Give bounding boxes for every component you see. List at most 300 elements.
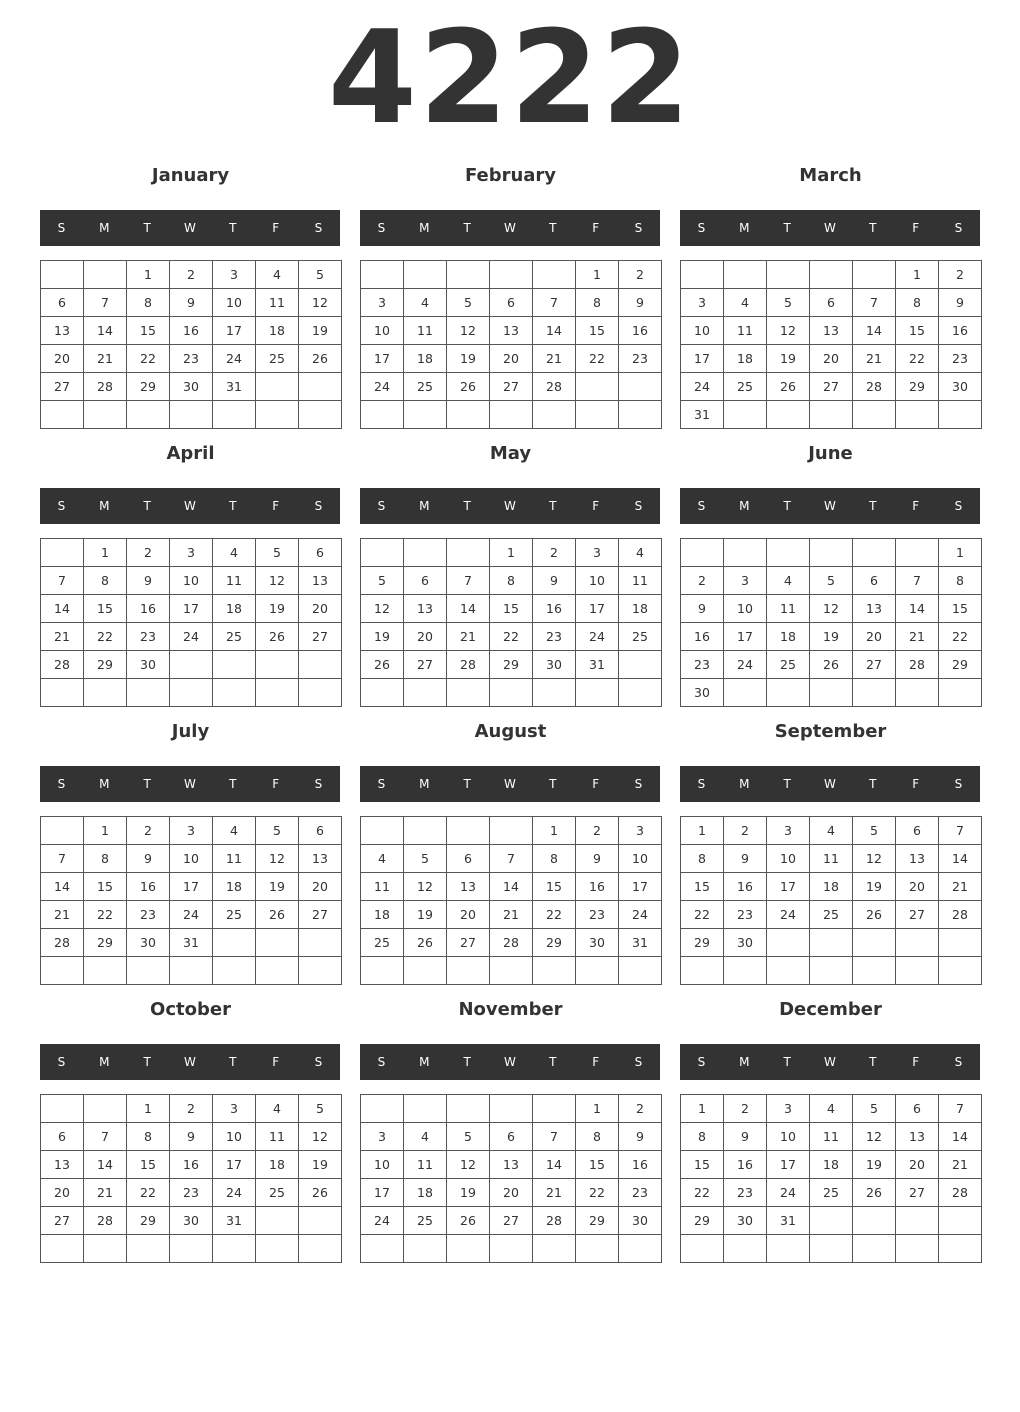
- weekday-header-bar: [40, 766, 340, 802]
- day-cell: 11: [404, 317, 447, 345]
- weekday-header: T: [783, 499, 791, 513]
- week-row: [41, 651, 342, 679]
- day-cell: 28: [533, 1207, 576, 1235]
- day-cell: 10: [767, 845, 810, 873]
- day-cell: 25: [619, 623, 662, 651]
- day-cell: 21: [41, 901, 84, 929]
- day-cell: 19: [404, 901, 447, 929]
- day-cell: 12: [299, 289, 342, 317]
- week-row: [361, 261, 662, 289]
- week-row: [681, 1151, 982, 1179]
- empty-day-cell: [213, 401, 256, 429]
- day-cell: 23: [681, 651, 724, 679]
- day-cell: 5: [767, 289, 810, 317]
- day-cell: 16: [681, 623, 724, 651]
- day-cell: 3: [767, 1095, 810, 1123]
- day-cell: 12: [256, 567, 299, 595]
- week-row: [361, 289, 662, 317]
- day-cell: 3: [213, 261, 256, 289]
- empty-day-cell: [361, 1095, 404, 1123]
- day-cell: 9: [533, 567, 576, 595]
- day-cell: 1: [681, 1095, 724, 1123]
- day-cell: 2: [127, 539, 170, 567]
- empty-day-cell: [256, 929, 299, 957]
- day-cell: 18: [810, 873, 853, 901]
- day-cell: 5: [404, 845, 447, 873]
- week-row: [681, 623, 982, 651]
- day-cell: 21: [939, 1151, 982, 1179]
- weekday-header: T: [783, 1055, 791, 1069]
- empty-day-cell: [533, 1095, 576, 1123]
- empty-day-cell: [853, 401, 896, 429]
- week-row: [681, 873, 982, 901]
- day-cell: 20: [41, 1179, 84, 1207]
- day-cell: 29: [576, 1207, 619, 1235]
- day-cell: 4: [619, 539, 662, 567]
- day-cell: 27: [810, 373, 853, 401]
- day-cell: 31: [213, 373, 256, 401]
- day-cell: 3: [619, 817, 662, 845]
- day-cell: 3: [170, 539, 213, 567]
- day-cell: 18: [213, 595, 256, 623]
- weekday-header: S: [954, 499, 963, 513]
- day-cell: 26: [767, 373, 810, 401]
- month-name: November: [458, 999, 563, 1020]
- day-cell: 10: [361, 317, 404, 345]
- empty-day-cell: [533, 957, 576, 985]
- day-cell: 27: [896, 1179, 939, 1207]
- day-cell: 15: [84, 595, 127, 623]
- weekday-header: S: [634, 221, 643, 235]
- week-row: [41, 401, 342, 429]
- day-cell: 10: [724, 595, 767, 623]
- weekday-header-bar: [680, 210, 980, 246]
- day-cell: 5: [853, 1095, 896, 1123]
- empty-day-cell: [619, 401, 662, 429]
- weekday-header: M: [99, 777, 110, 791]
- day-cell: 17: [619, 873, 662, 901]
- weekday-header: S: [634, 777, 643, 791]
- week-row: [681, 261, 982, 289]
- day-cell: 19: [767, 345, 810, 373]
- empty-day-cell: [299, 373, 342, 401]
- empty-day-cell: [576, 679, 619, 707]
- week-row: [41, 345, 342, 373]
- week-row: [361, 401, 662, 429]
- weekday-header-bar: [40, 488, 340, 524]
- day-cell: 20: [404, 623, 447, 651]
- week-row: [361, 901, 662, 929]
- day-cell: 13: [299, 567, 342, 595]
- weekday-header: S: [954, 221, 963, 235]
- weekday-header: F: [912, 221, 920, 235]
- day-cell: 15: [681, 1151, 724, 1179]
- day-cell: 2: [576, 817, 619, 845]
- weekday-header: T: [549, 221, 557, 235]
- day-cell: 9: [170, 289, 213, 317]
- week-row: [41, 261, 342, 289]
- empty-day-cell: [533, 261, 576, 289]
- day-grid: [40, 260, 342, 429]
- day-cell: 14: [84, 317, 127, 345]
- week-row: [681, 539, 982, 567]
- day-cell: 27: [896, 901, 939, 929]
- weekday-header: T: [783, 221, 791, 235]
- weekday-header: T: [143, 777, 151, 791]
- week-row: [681, 401, 982, 429]
- day-cell: 30: [724, 929, 767, 957]
- day-cell: 28: [84, 1207, 127, 1235]
- day-cell: 4: [256, 261, 299, 289]
- day-cell: 7: [41, 845, 84, 873]
- week-row: [361, 1207, 662, 1235]
- day-grid: [360, 538, 662, 707]
- day-cell: 17: [170, 595, 213, 623]
- day-cell: 16: [576, 873, 619, 901]
- weekday-header: M: [739, 1055, 750, 1069]
- day-cell: 30: [939, 373, 982, 401]
- day-cell: 22: [896, 345, 939, 373]
- day-cell: 12: [361, 595, 404, 623]
- day-cell: 15: [127, 1151, 170, 1179]
- day-cell: 18: [256, 1151, 299, 1179]
- empty-day-cell: [533, 679, 576, 707]
- day-cell: 29: [127, 373, 170, 401]
- day-cell: 29: [896, 373, 939, 401]
- empty-day-cell: [767, 401, 810, 429]
- empty-day-cell: [619, 373, 662, 401]
- day-cell: 5: [447, 1123, 490, 1151]
- week-row: [361, 1179, 662, 1207]
- empty-day-cell: [490, 1095, 533, 1123]
- month-name: June: [808, 443, 853, 464]
- day-cell: 7: [853, 289, 896, 317]
- day-cell: 23: [576, 901, 619, 929]
- day-cell: 14: [533, 1151, 576, 1179]
- day-cell: 11: [361, 873, 404, 901]
- day-cell: 2: [619, 1095, 662, 1123]
- day-cell: 25: [404, 373, 447, 401]
- day-cell: 19: [853, 1151, 896, 1179]
- empty-day-cell: [404, 261, 447, 289]
- day-cell: 24: [170, 623, 213, 651]
- empty-day-cell: [41, 401, 84, 429]
- day-cell: 14: [939, 1123, 982, 1151]
- day-cell: 9: [724, 845, 767, 873]
- day-cell: 21: [533, 345, 576, 373]
- week-row: [41, 873, 342, 901]
- week-row: [681, 929, 982, 957]
- day-cell: 3: [361, 289, 404, 317]
- day-cell: 20: [896, 873, 939, 901]
- day-cell: 30: [576, 929, 619, 957]
- day-cell: 18: [724, 345, 767, 373]
- week-row: [681, 845, 982, 873]
- empty-day-cell: [810, 679, 853, 707]
- week-row: [361, 845, 662, 873]
- empty-day-cell: [256, 1207, 299, 1235]
- day-cell: 3: [767, 817, 810, 845]
- day-cell: 24: [213, 1179, 256, 1207]
- empty-day-cell: [724, 401, 767, 429]
- day-cell: 2: [939, 261, 982, 289]
- day-cell: 25: [213, 623, 256, 651]
- empty-day-cell: [404, 679, 447, 707]
- empty-day-cell: [213, 651, 256, 679]
- day-cell: 22: [84, 623, 127, 651]
- empty-day-cell: [404, 1235, 447, 1263]
- day-cell: 2: [170, 1095, 213, 1123]
- empty-day-cell: [299, 651, 342, 679]
- weekday-header: S: [57, 499, 66, 513]
- day-cell: 30: [170, 1207, 213, 1235]
- weekday-header: M: [419, 777, 430, 791]
- week-row: [41, 817, 342, 845]
- day-cell: 20: [810, 345, 853, 373]
- empty-day-cell: [853, 1235, 896, 1263]
- day-cell: 21: [41, 623, 84, 651]
- day-cell: 21: [84, 345, 127, 373]
- day-cell: 12: [447, 1151, 490, 1179]
- day-cell: 16: [127, 873, 170, 901]
- week-row: [361, 567, 662, 595]
- day-cell: 9: [681, 595, 724, 623]
- day-cell: 7: [447, 567, 490, 595]
- empty-day-cell: [810, 1207, 853, 1235]
- empty-day-cell: [490, 817, 533, 845]
- day-cell: 12: [853, 845, 896, 873]
- day-cell: 3: [576, 539, 619, 567]
- day-cell: 30: [170, 373, 213, 401]
- week-row: [681, 901, 982, 929]
- week-row: [361, 651, 662, 679]
- day-cell: 20: [490, 345, 533, 373]
- day-cell: 4: [810, 817, 853, 845]
- day-cell: 21: [939, 873, 982, 901]
- month-name: March: [799, 165, 862, 186]
- day-cell: 30: [724, 1207, 767, 1235]
- day-cell: 27: [299, 901, 342, 929]
- empty-day-cell: [127, 957, 170, 985]
- empty-day-cell: [490, 261, 533, 289]
- day-cell: 19: [299, 1151, 342, 1179]
- day-cell: 26: [853, 1179, 896, 1207]
- week-row: [681, 567, 982, 595]
- day-cell: 1: [681, 817, 724, 845]
- week-row: [41, 1123, 342, 1151]
- day-cell: 26: [256, 623, 299, 651]
- day-cell: 14: [896, 595, 939, 623]
- day-cell: 10: [619, 845, 662, 873]
- day-cell: 26: [299, 345, 342, 373]
- weekday-header-bar: [360, 488, 660, 524]
- week-row: [681, 1207, 982, 1235]
- day-cell: 13: [896, 1123, 939, 1151]
- day-cell: 26: [256, 901, 299, 929]
- day-cell: 9: [127, 567, 170, 595]
- day-cell: 7: [490, 845, 533, 873]
- week-row: [361, 595, 662, 623]
- empty-day-cell: [41, 817, 84, 845]
- month-name: August: [474, 721, 547, 742]
- weekday-header: W: [824, 499, 836, 513]
- day-cell: 23: [619, 345, 662, 373]
- day-cell: 6: [490, 289, 533, 317]
- empty-day-cell: [810, 957, 853, 985]
- weekday-header: S: [377, 221, 386, 235]
- week-row: [41, 679, 342, 707]
- empty-day-cell: [767, 679, 810, 707]
- day-cell: 22: [681, 901, 724, 929]
- empty-day-cell: [490, 1235, 533, 1263]
- day-cell: 2: [724, 817, 767, 845]
- empty-day-cell: [361, 401, 404, 429]
- day-cell: 1: [127, 1095, 170, 1123]
- week-row: [681, 1095, 982, 1123]
- weekday-header: T: [549, 777, 557, 791]
- day-cell: 8: [896, 289, 939, 317]
- day-cell: 24: [361, 1207, 404, 1235]
- week-row: [41, 289, 342, 317]
- empty-day-cell: [404, 401, 447, 429]
- empty-day-cell: [447, 539, 490, 567]
- day-cell: 13: [41, 317, 84, 345]
- day-cell: 28: [939, 901, 982, 929]
- day-cell: 22: [490, 623, 533, 651]
- empty-day-cell: [299, 401, 342, 429]
- day-cell: 26: [361, 651, 404, 679]
- day-cell: 27: [490, 1207, 533, 1235]
- day-cell: 13: [490, 317, 533, 345]
- day-cell: 15: [127, 317, 170, 345]
- empty-day-cell: [681, 957, 724, 985]
- empty-day-cell: [939, 679, 982, 707]
- day-cell: 13: [299, 845, 342, 873]
- week-row: [681, 317, 982, 345]
- day-cell: 31: [213, 1207, 256, 1235]
- day-cell: 17: [170, 873, 213, 901]
- empty-day-cell: [939, 401, 982, 429]
- week-row: [681, 345, 982, 373]
- empty-day-cell: [41, 679, 84, 707]
- weekday-header-bar: [360, 210, 660, 246]
- weekday-header: S: [57, 221, 66, 235]
- day-cell: 3: [681, 289, 724, 317]
- weekday-header: T: [463, 499, 471, 513]
- empty-day-cell: [213, 929, 256, 957]
- day-cell: 13: [853, 595, 896, 623]
- weekday-header: F: [592, 221, 600, 235]
- weekday-header: S: [377, 499, 386, 513]
- empty-day-cell: [299, 1207, 342, 1235]
- weekday-header: S: [634, 499, 643, 513]
- day-cell: 24: [681, 373, 724, 401]
- day-cell: 18: [213, 873, 256, 901]
- day-cell: 27: [41, 1207, 84, 1235]
- empty-day-cell: [853, 679, 896, 707]
- weekday-header-bar: [40, 1044, 340, 1080]
- empty-day-cell: [299, 679, 342, 707]
- day-cell: 23: [619, 1179, 662, 1207]
- day-cell: 29: [127, 1207, 170, 1235]
- day-cell: 23: [170, 345, 213, 373]
- empty-day-cell: [896, 401, 939, 429]
- empty-day-cell: [724, 679, 767, 707]
- day-grid: [360, 816, 662, 985]
- empty-day-cell: [896, 1235, 939, 1263]
- day-cell: 31: [681, 401, 724, 429]
- weekday-header: M: [99, 221, 110, 235]
- weekday-header: M: [419, 499, 430, 513]
- day-cell: 23: [724, 1179, 767, 1207]
- weekday-header: S: [57, 777, 66, 791]
- month-name: September: [774, 721, 887, 742]
- weekday-header: T: [549, 1055, 557, 1069]
- day-cell: 27: [404, 651, 447, 679]
- day-cell: 25: [256, 345, 299, 373]
- weekday-header-bar: [680, 488, 980, 524]
- day-cell: 21: [490, 901, 533, 929]
- day-cell: 7: [84, 1123, 127, 1151]
- day-cell: 25: [810, 1179, 853, 1207]
- day-cell: 17: [681, 345, 724, 373]
- empty-day-cell: [447, 679, 490, 707]
- week-row: [361, 957, 662, 985]
- day-cell: 1: [84, 817, 127, 845]
- weekday-header: T: [143, 499, 151, 513]
- day-cell: 7: [896, 567, 939, 595]
- day-cell: 1: [84, 539, 127, 567]
- weekday-header: T: [869, 777, 877, 791]
- day-cell: 24: [767, 901, 810, 929]
- day-cell: 26: [447, 373, 490, 401]
- day-cell: 1: [576, 261, 619, 289]
- week-row: [361, 345, 662, 373]
- empty-day-cell: [361, 1235, 404, 1263]
- day-cell: 3: [213, 1095, 256, 1123]
- day-cell: 8: [576, 1123, 619, 1151]
- empty-day-cell: [447, 957, 490, 985]
- year-title: 4222: [327, 4, 693, 153]
- day-cell: 24: [619, 901, 662, 929]
- month-name: February: [464, 165, 557, 186]
- day-cell: 28: [84, 373, 127, 401]
- day-cell: 15: [896, 317, 939, 345]
- day-cell: 14: [447, 595, 490, 623]
- day-cell: 30: [127, 651, 170, 679]
- day-cell: 15: [939, 595, 982, 623]
- day-cell: 17: [576, 595, 619, 623]
- empty-day-cell: [681, 1235, 724, 1263]
- week-row: [361, 1151, 662, 1179]
- day-cell: 14: [853, 317, 896, 345]
- day-cell: 19: [853, 873, 896, 901]
- weekday-header: F: [272, 777, 280, 791]
- day-cell: 11: [213, 845, 256, 873]
- empty-day-cell: [447, 817, 490, 845]
- empty-day-cell: [576, 373, 619, 401]
- week-row: [361, 873, 662, 901]
- week-row: [681, 679, 982, 707]
- day-cell: 15: [490, 595, 533, 623]
- day-cell: 6: [404, 567, 447, 595]
- day-cell: 13: [41, 1151, 84, 1179]
- day-cell: 5: [256, 539, 299, 567]
- day-cell: 23: [939, 345, 982, 373]
- weekday-header: S: [697, 499, 706, 513]
- day-cell: 14: [41, 873, 84, 901]
- empty-day-cell: [853, 1207, 896, 1235]
